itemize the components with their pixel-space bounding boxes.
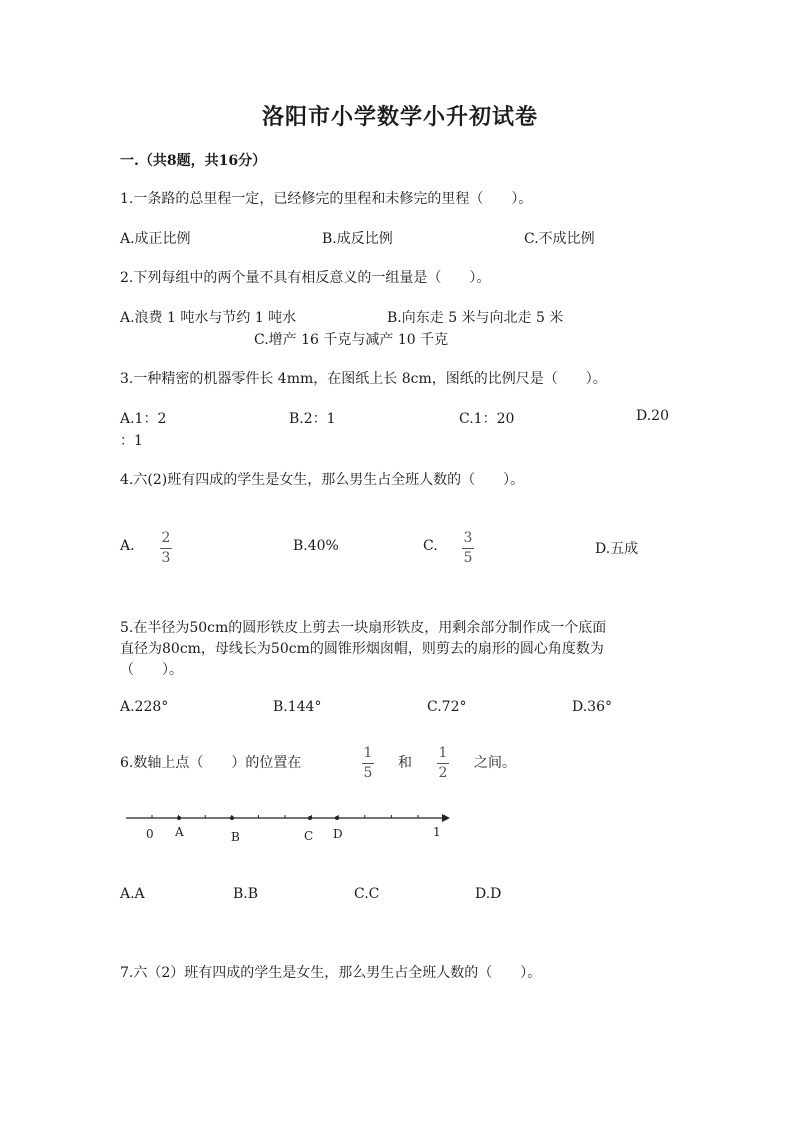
fraction-numerator: 1 <box>438 745 448 761</box>
page-title: 洛阳市小学数学小升初试卷 <box>261 104 538 130</box>
question-6-option-b[interactable]: B.B <box>233 886 259 902</box>
number-line-one-label: 1 <box>433 825 441 839</box>
question-1-option-c[interactable]: C.不成比例 <box>524 231 595 247</box>
point-a-label: A <box>175 825 184 839</box>
question-2-option-b[interactable]: B.向东走 5 米与向北走 5 米 <box>387 310 564 326</box>
question-5-stem-line-1: 5.在半径为50cm的圆形铁皮上剪去一块扇形铁皮，用剩余部分制作成一个底面 <box>120 620 607 636</box>
question-2-option-a[interactable]: A.浪费 1 吨水与节约 1 吨水 <box>120 310 297 326</box>
question-5-stem-line-3: （ ）。 <box>120 662 183 678</box>
point-d-marker <box>335 816 339 820</box>
question-6-stem-part-3: 之间。 <box>474 755 516 771</box>
question-4-option-c-fraction <box>462 530 474 566</box>
point-d-label: D <box>333 827 343 841</box>
fraction-bar <box>160 548 172 549</box>
number-line-arrow <box>442 814 450 822</box>
fraction-bar <box>437 763 449 764</box>
point-b-label: B <box>231 830 240 844</box>
question-5-option-c[interactable]: C.72° <box>427 699 467 715</box>
fraction-numerator: 1 <box>363 745 373 761</box>
question-2-option-c[interactable]: C.增产 16 千克与减产 10 千克 <box>254 332 449 348</box>
question-3-option-c[interactable]: C.1：20 <box>459 411 515 427</box>
question-4-option-a-fraction <box>160 530 172 566</box>
question-1-option-a[interactable]: A.成正比例 <box>120 231 191 247</box>
fraction-numerator: 2 <box>161 530 171 546</box>
question-3-option-d[interactable]: D.20 <box>636 408 669 424</box>
question-6-fraction-2 <box>437 745 449 781</box>
point-c-marker <box>308 816 312 820</box>
fraction-numerator: 3 <box>463 530 473 546</box>
question-2-stem: 2.下列每组中的两个量不具有相反意义的一组量是（ ）。 <box>120 270 491 286</box>
question-6-option-d[interactable]: D.D <box>475 886 502 902</box>
question-3-option-b[interactable]: B.2：1 <box>289 411 336 427</box>
question-5-option-b[interactable]: B.144° <box>273 699 322 715</box>
question-6-fraction-1 <box>362 745 374 781</box>
question-5-option-a[interactable]: A.228° <box>120 699 169 715</box>
fraction-denominator: 5 <box>463 550 473 566</box>
question-4-option-b[interactable]: B.40% <box>293 538 339 554</box>
question-6-stem-part-1: 6.数轴上点（ ）的位置在 <box>120 755 302 771</box>
point-b-marker <box>230 816 234 820</box>
point-a-marker <box>177 816 181 820</box>
question-6-option-c[interactable]: C.C <box>354 886 380 902</box>
fraction-bar <box>462 548 474 549</box>
number-line-zero-label: 0 <box>146 827 154 841</box>
question-4-option-d[interactable]: D.五成 <box>595 541 639 557</box>
question-1-option-b[interactable]: B.成反比例 <box>322 231 393 247</box>
number-line-figure <box>120 805 460 855</box>
question-3-option-a[interactable]: A.1：2 <box>120 411 167 427</box>
question-4-stem: 4.六(2)班有四成的学生是女生，那么男生占全班人数的（ ）。 <box>120 472 525 488</box>
question-7-stem: 7.六（2）班有四成的学生是女生，那么男生占全班人数的（ ）。 <box>120 965 542 981</box>
question-3-option-d-wrap: ：1 <box>120 433 143 449</box>
question-5-option-d[interactable]: D.36° <box>572 699 612 715</box>
fraction-denominator: 3 <box>161 550 171 566</box>
point-c-label: C <box>304 829 314 843</box>
fraction-bar <box>362 763 374 764</box>
question-3-stem: 3.一种精密的机器零件长 4mm，在图纸上长 8cm，图纸的比例尺是（ ）。 <box>120 371 607 387</box>
question-5-stem-line-2: 直径为80cm，母线长为50cm的圆锥形烟囱帽，则剪去的扇形的圆心角度数为 <box>120 641 604 657</box>
question-6-stem-part-2: 和 <box>398 755 412 771</box>
fraction-denominator: 2 <box>438 765 448 781</box>
question-1-stem: 1.一条路的总里程一定，已经修完的里程和未修完的里程（ ）。 <box>120 191 533 207</box>
fraction-denominator: 5 <box>363 765 373 781</box>
section-heading: 一.（共8题，共16分） <box>120 153 267 169</box>
question-4-option-a[interactable]: A. <box>120 538 135 554</box>
question-4-option-c[interactable]: C. <box>423 538 438 554</box>
question-6-option-a[interactable]: A.A <box>120 886 145 902</box>
